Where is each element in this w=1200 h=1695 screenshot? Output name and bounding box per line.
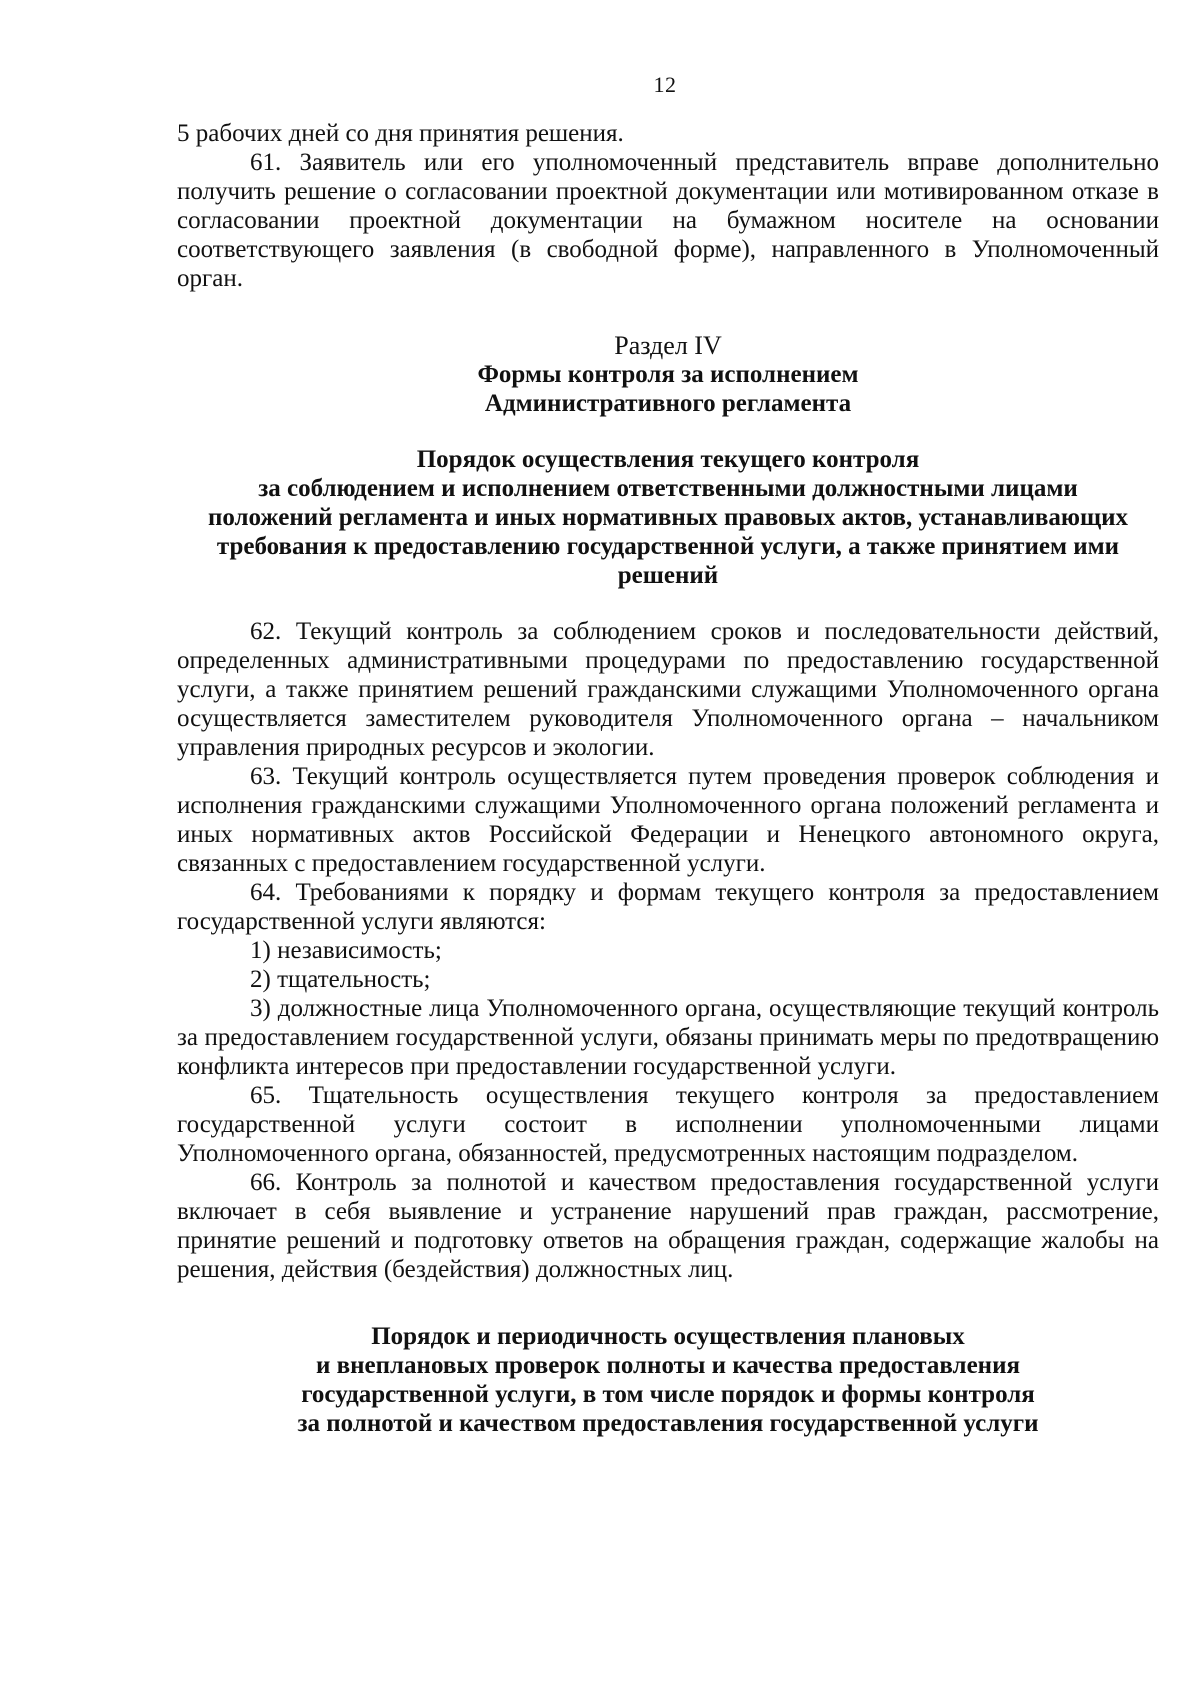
subsection-2-line-3: государственной услуги, в том числе порядок и формы контроля: [301, 1381, 1035, 1408]
paragraph-66: 66. Контроль за полнотой и качеством предоставления государственной услуги включает в себя выявление и устранение нарушений прав граждан, рассмотрение, принятие решений и подготовку ответов на обращения граждан, содержащие жалобы на решения, действия (бездействия) должностных лиц.: [177, 1169, 1159, 1283]
section-title-line-1: Формы контроля за исполнением: [477, 361, 859, 388]
subsection-1-line-1: Порядок осуществления текущего контроля: [416, 446, 920, 473]
section-heading: [177, 331, 1159, 418]
page-number: 12: [653, 72, 677, 97]
paragraph-carryover: 5 рабочих дней со дня принятия решения.: [177, 120, 624, 147]
subsection-1-line-4: требования к предоставлению государственной услуги, а также принятием ими: [216, 533, 1120, 560]
subsection-heading-current-control: [177, 445, 1159, 590]
subsection-2-line-1: Порядок и периодичность осуществления плановых: [371, 1323, 965, 1350]
paragraph-62: 62. Текущий контроль за соблюдением сроков и последовательности действий, определенных административными процедурами по предоставлению государственной услуги, а также принятием решений гражданскими служащими Уполномоченного органа осуществляется заместителем руководителя Уполномоченного органа – начальником управления природных ресурсов и экологии.: [177, 618, 1159, 761]
list-item-1: 1) независимость;: [250, 937, 442, 964]
subsection-heading-inspections: [177, 1322, 1159, 1438]
subsection-2-line-2: и внеплановых проверок полноты и качества предоставления: [315, 1352, 1021, 1379]
subsection-1-line-2: за соблюдением и исполнением ответственными должностными лицами: [258, 475, 1078, 502]
subsection-1-line-3: положений регламента и иных нормативных правовых актов, устанавливающих: [207, 504, 1129, 531]
paragraph-64: 64. Требованиями к порядку и формам текущего контроля за предоставлением государственной услуги являются:: [177, 879, 1159, 935]
list-item-2: 2) тщательность;: [250, 966, 431, 993]
document-body: [177, 119, 1159, 1438]
subsection-1-line-5: решений: [617, 562, 719, 589]
section-label: Раздел IV: [614, 331, 722, 360]
paragraph-63: 63. Текущий контроль осуществляется путем проведения проверок соблюдения и исполнения гражданскими служащими Уполномоченного органа положений регламента и иных нормативных актов Российской Федерации и Ненецкого автономного округа, связанных с предоставлением государственной услуги.: [177, 763, 1159, 877]
list-item-3: 3) должностные лица Уполномоченного органа, осуществляющие текущий контроль за предоставлением государственной услуги, обязаны принимать меры по предотвращению конфликта интересов при предоставлении государственной услуги.: [177, 995, 1159, 1080]
paragraph-65: 65. Тщательность осуществления текущего контроля за предоставлением государственной услуги состоит в исполнении уполномоченными лицами Уполномоченного органа, обязанностей, предусмотренных настоящим подразделом.: [177, 1082, 1159, 1167]
section-title-line-2: Административного регламента: [484, 390, 852, 417]
paragraph-61: 61. Заявитель или его уполномоченный представитель вправе дополнительно получить решение о согласовании проектной документации или мотивированном отказе в согласовании проектной документации на бумажном носителе на основании соответствующего заявления (в свободной форме), направленного в Уполномоченный орган.: [177, 149, 1159, 292]
subsection-2-line-4: за полнотой и качеством предоставления государственной услуги: [297, 1410, 1039, 1437]
